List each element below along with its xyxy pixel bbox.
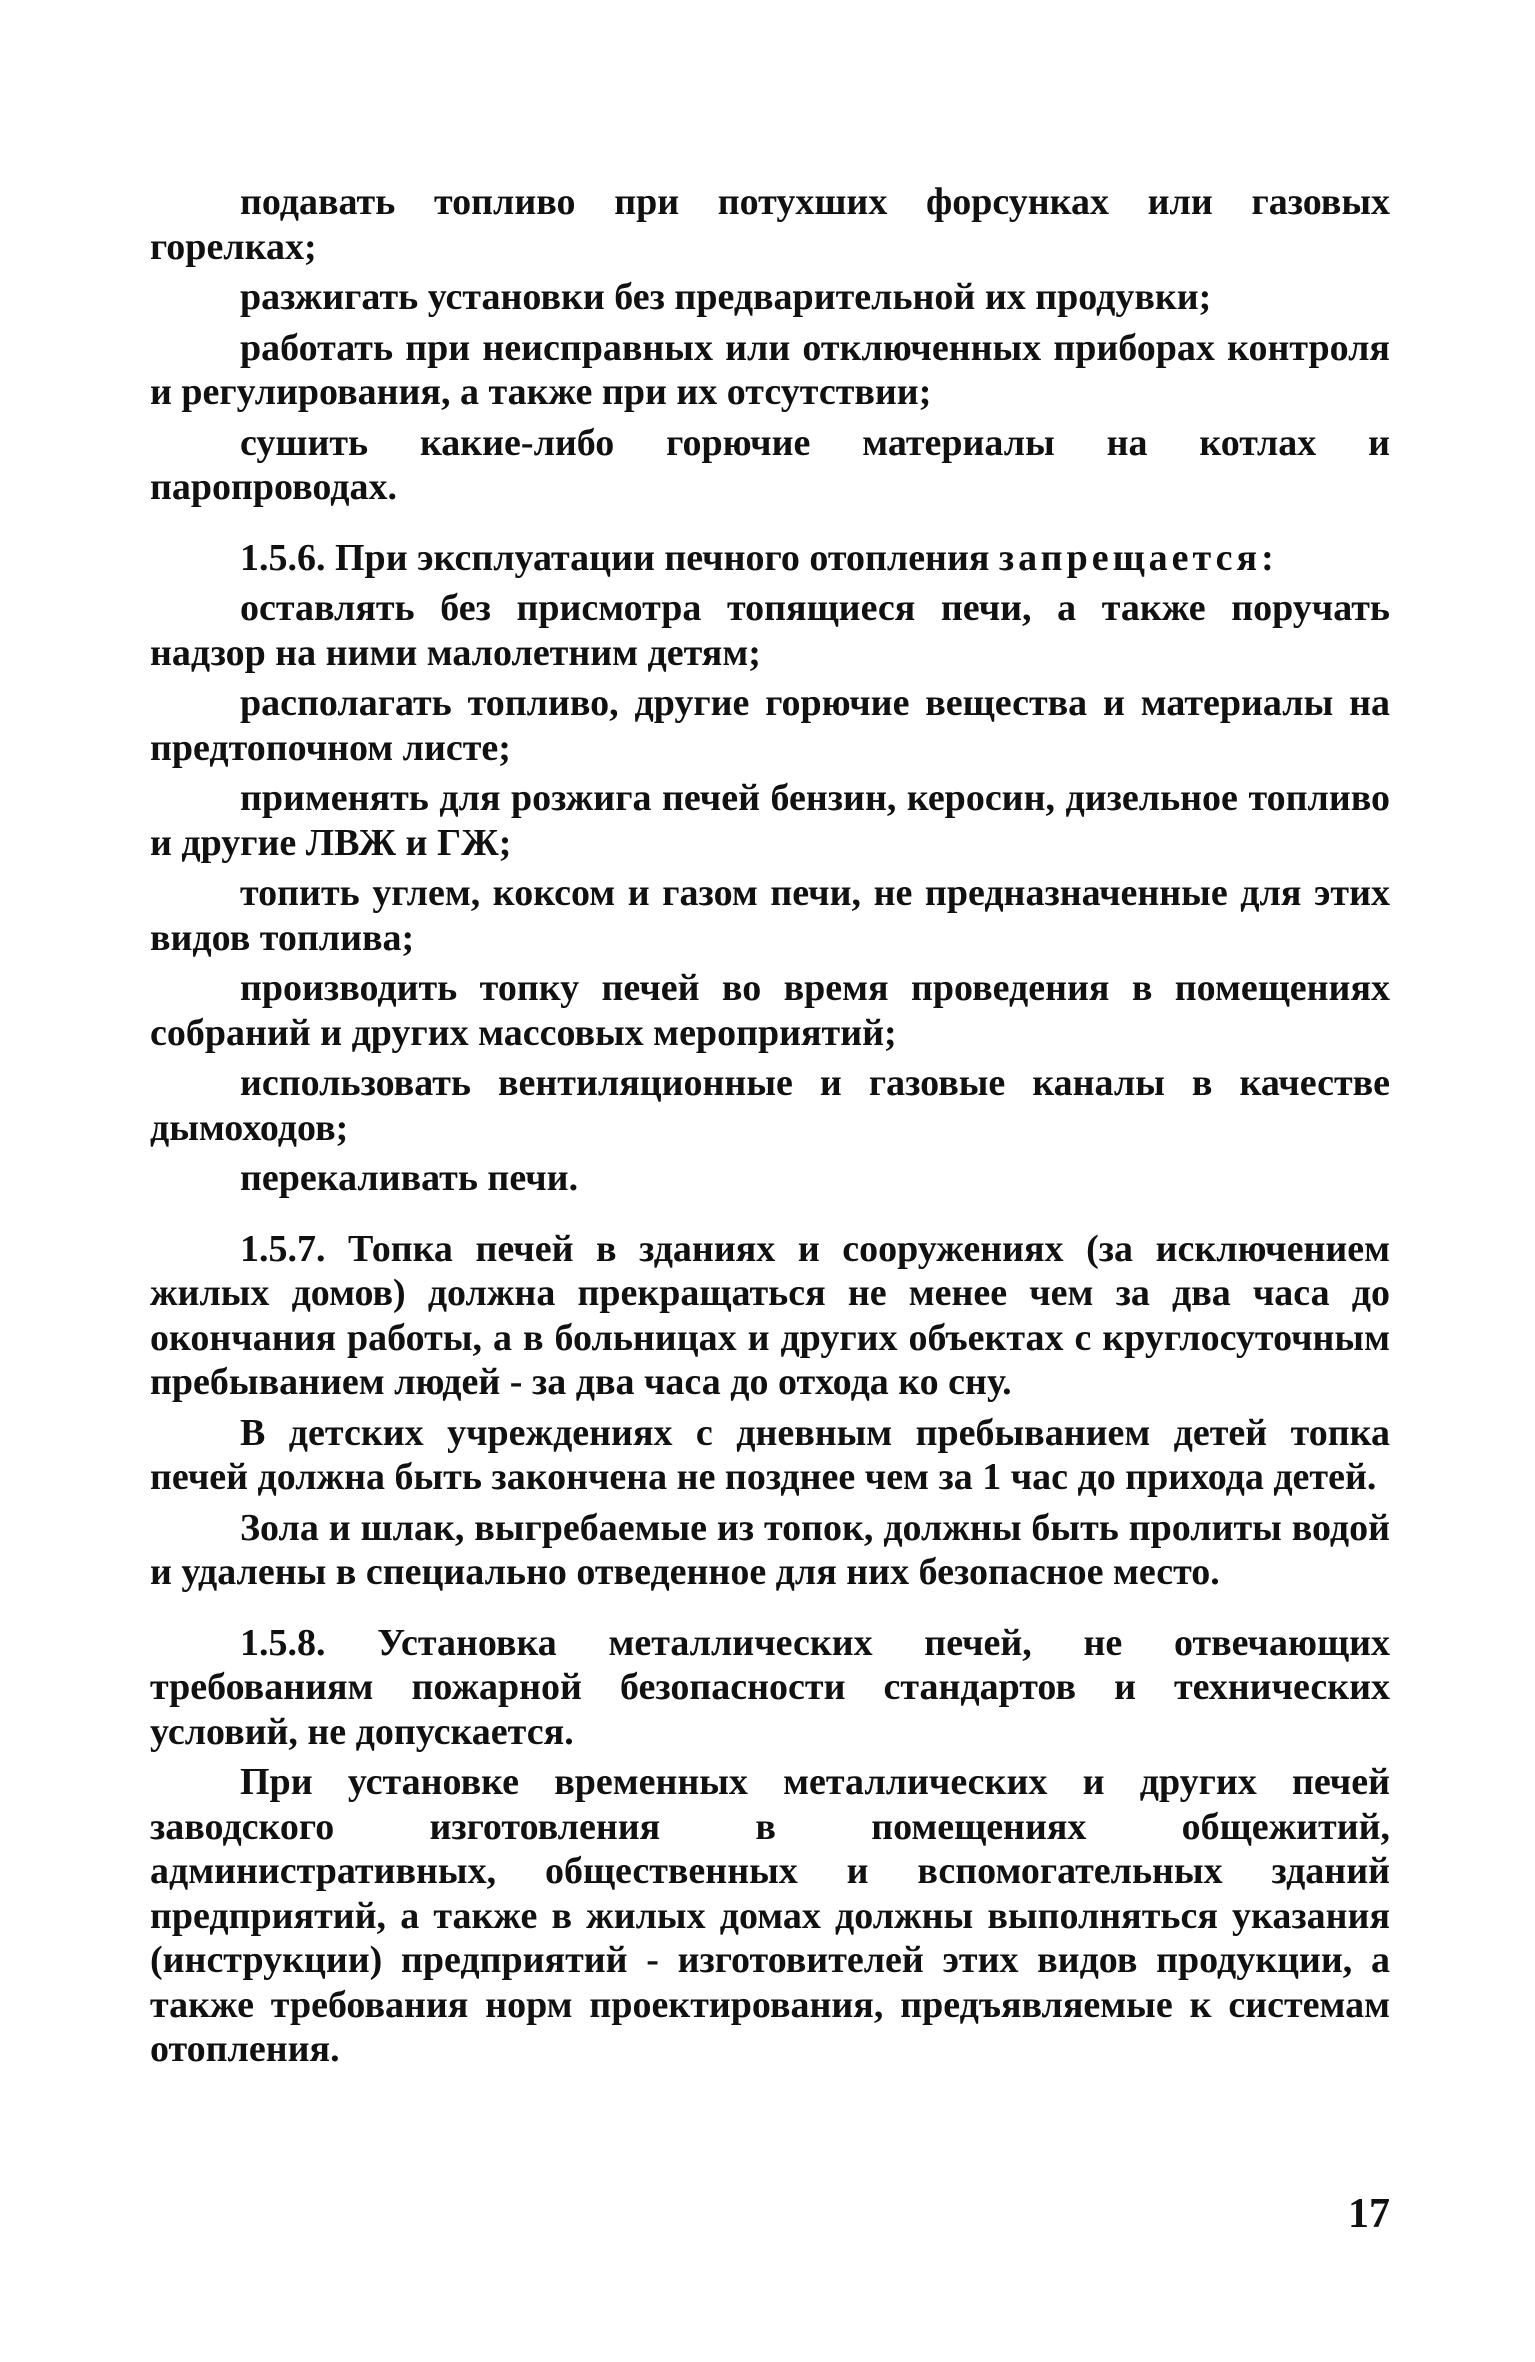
paragraph: сушить какие-либо горючие материалы на котлах и паропроводах. — [150, 421, 1390, 508]
paragraph: применять для розжига печей бензин, керосин, дизельное топливо и другие ЛВЖ и ГЖ; — [150, 777, 1390, 864]
paragraph: При установке временных металлических и других печей заводского изготовления в помещениях общежитий, административных, общественных и вспомогательных зданий предприятий, а также в жилых домах должны выполняться указания (инструкции) предприятий - изготовителей этих видов продукции, а также требования норм проектирования, предъявляемые к системам отопления. — [150, 1761, 1390, 2070]
section-1-5-8: 1.5.8. Установка металлических печей, не отвечающих требованиям пожарной безопасности стандартов и технических условий, не допускается. — [150, 1621, 1390, 1753]
paragraph: располагать топливо, другие горючие вещества и материалы на предтопочном листе; — [150, 682, 1390, 769]
paragraph: В детских учреждениях с дневным пребыванием детей топка печей должна быть закончена не позднее чем за 1 час до прихода детей. — [150, 1411, 1390, 1498]
section-1-5-6-text: 1.5.6. При эксплуатации печного отопления — [240, 536, 999, 579]
paragraph: использовать вентиляционные и газовые каналы в качестве дымоходов; — [150, 1062, 1390, 1149]
paragraph: разжигать установки без предварительной их продувки; — [240, 276, 1212, 318]
section-1-5-6-heading — [150, 536, 1390, 581]
section-1-5-7: 1.5.7. Топка печей в зданиях и сооружениях (за исключением жилых домов) должна прекращаться не менее чем за два часа до окончания работы, а в больницах и других объектах с круглосуточным пребыванием людей - за два часа до отхода ко сну. — [150, 1227, 1390, 1403]
paragraph: работать при неисправных или отключенных приборах контроля и регулирования, а также при их отсутствии; — [150, 326, 1390, 413]
paragraph: производить топку печей во время проведения в помещениях собраний и других массовых мероприятий; — [150, 967, 1390, 1054]
prohibited-emphasis: запрещается: — [998, 536, 1278, 579]
paragraph: подавать топливо при потухших форсунках или газовых горелках; — [150, 181, 1390, 268]
document-body — [150, 180, 1390, 2078]
paragraph: топить углем, коксом и газом печи, не предназначенные для этих видов топлива; — [150, 872, 1390, 959]
page-number: 17 — [1348, 2191, 1390, 2237]
paragraph: Зола и шлак, выгребаемые из топок, должны быть пролиты водой и удалены в специально отведенное для них безопасное место. — [150, 1506, 1390, 1593]
paragraph: оставлять без присмотра топящиеся печи, а также поручать надзор на ними малолетним детям; — [150, 587, 1390, 674]
paragraph: перекаливать печи. — [240, 1157, 579, 1199]
